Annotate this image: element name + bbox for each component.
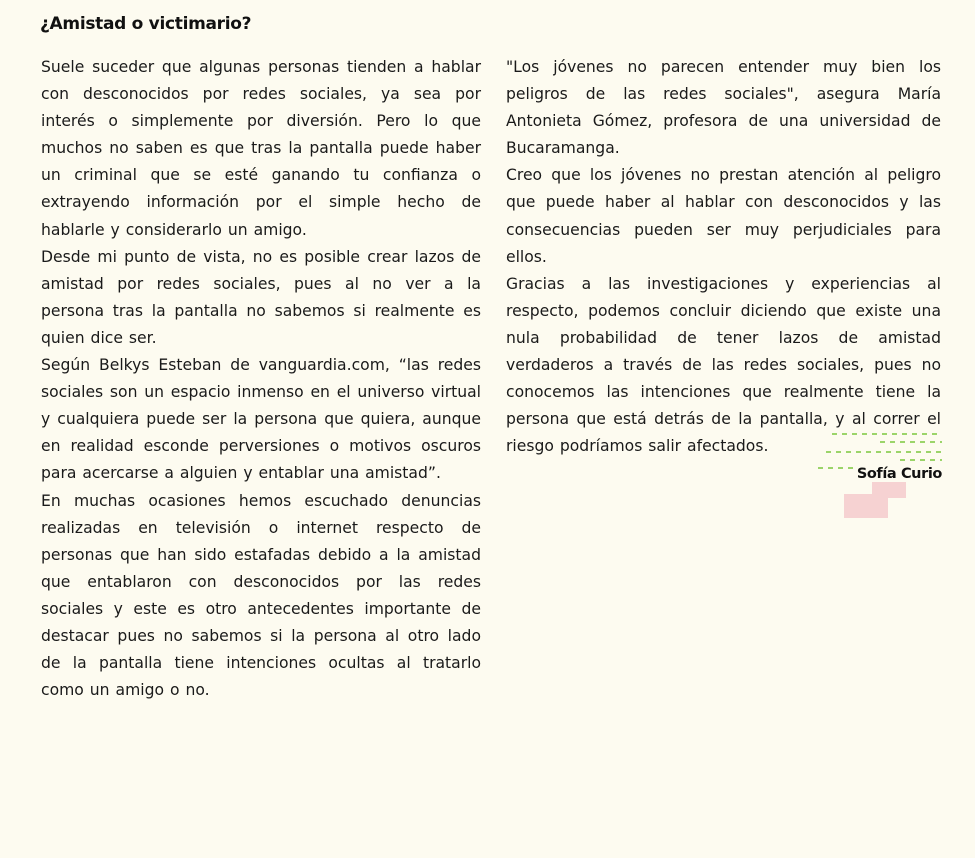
pink-decoration-block — [872, 482, 906, 498]
paragraph: Desde mi punto de vista, no es posible crear lazos de amistad por redes sociales, pues al no ver a la persona tras la pantalla no sabemos si realmente es quien dice ser. — [41, 247, 481, 347]
paragraph: Según Belkys Esteban de vanguardia.com, “las redes sociales son un espacio inmenso en el universo virtual y cualquiera puede ser la persona que quiera, aunque en realidad esconde perversiones o motivos oscuros para acercarse a alguien y entablar una amistad”. — [41, 356, 481, 483]
author-signature: Sofía Curio — [856, 466, 942, 482]
paragraph: Creo que los jóvenes no prestan atención al peligro que puede haber al hablar con desconocidos y las consecuencias pueden ser muy perjudiciales para ellos. — [506, 166, 941, 266]
article-title: ¿Amistad o victimario? — [40, 14, 252, 34]
right-column — [506, 54, 941, 460]
paragraph: Gracias a las investigaciones y experiencias al respecto, podemos concluir diciendo que existe una nula probabilidad de tener lazos de amistad verdaderos a través de las redes sociales, pues no conocemos las intenciones que realmente tiene la persona que está detrás de la pantalla, y al correr el riesgo podríamos salir afectados. — [506, 274, 941, 456]
paragraph: Suele suceder que algunas personas tienden a hablar con desconocidos por redes sociales, ya sea por interés o simplemente por diversión. Pero lo que muchos no saben es que tras la pantalla puede haber un criminal que se esté ganando tu confianza o extrayendo información por el simple hecho de hablarle y considerarlo un amigo. — [41, 58, 481, 239]
paragraph: En muchas ocasiones hemos escuchado denuncias realizadas en televisión o internet respecto de personas que han sido estafadas debido a la amistad que entablaron con desconocidos por las redes sociales y este es otro antecedentes importante de destacar pues no sabemos si la persona al otro lado de la pantalla tiene intenciones ocultas al tratarlo como un amigo o no. — [41, 491, 481, 700]
left-column — [41, 54, 481, 704]
paragraph: "Los jóvenes no parecen entender muy bien los peligros de las redes sociales", asegura María Antonieta Gómez, profesora de una universidad de Bucaramanga. — [506, 58, 941, 158]
